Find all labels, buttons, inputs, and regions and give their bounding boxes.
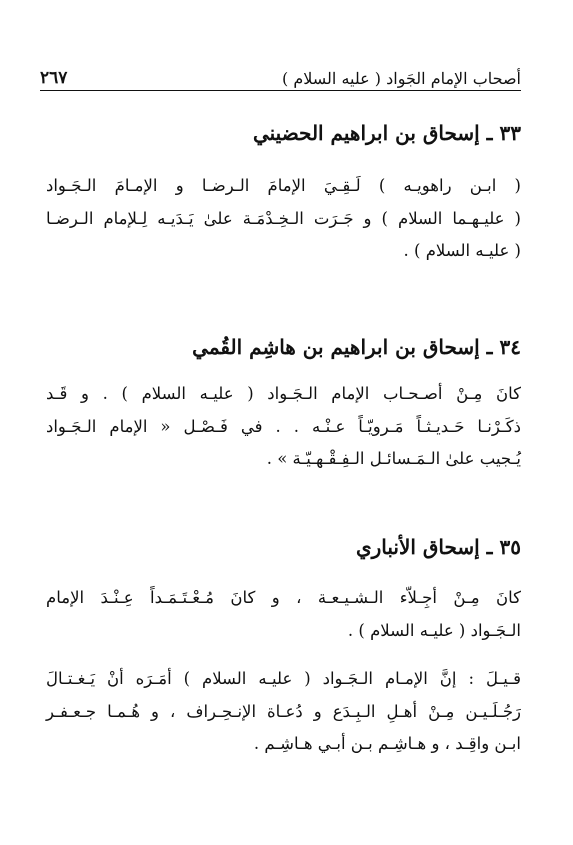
closing-paragraph (46, 663, 521, 761)
text-line: قـيـلَ : إنَّ الإمـام الـجَـواد ( عليـه السلام ) أمَـرَه أنْ يَـغـتـالَ (46, 669, 521, 688)
text-line: ( عليـه السلام ) . (403, 241, 521, 260)
entry-heading-33: ٣٣ ـ إسحاق بن ابراهيم الحضيني (252, 121, 521, 145)
text-line: كانَ مِـنْ أجِـلاّء الـشـيـعـة ، و كانَ مُـعْـتَـمَـداً عِـنْـدَ الإمام (46, 588, 521, 607)
text-line: يُـجيب علىٰ الـمَـسائـل الـفِـقْـهـيّـة » . (266, 449, 521, 468)
text-line: كانَ مِـنْ أصـحـاب الإمام الـجَـواد ( عليـه السلام ) . و قَـد (46, 384, 521, 403)
text-line: ذكَـرْنـا حَـديـثـاً مَـرويّـاً عـنْـه . . في فَـصْـل « الإمام الـجَـواد (46, 416, 521, 436)
text-line: الـجَـواد ( عليـه السلام ) . (347, 620, 521, 640)
entry-body-33 (46, 170, 521, 268)
entry-heading-34: ٣٤ ـ إسحاق بن ابراهيم بن هاشِم القُمي (192, 335, 521, 359)
entry-body-35 (46, 582, 521, 647)
running-title: أصحاب الإمام الجَواد ( عليه السلام ) (282, 69, 521, 88)
text-line: ابـن واقِـد ، و هـاشِـم بـن أبـي هـاشِـم . (253, 734, 521, 753)
header-rule (40, 90, 521, 91)
entry-heading-35: ٣٥ ـ إسحاق الأنباري (355, 535, 521, 559)
page-number: ٢٦٧ (40, 68, 68, 88)
text-line: ( ابـن راهويـه ) لَـقِـيَ الإمامَ الـرضـا و الإمـامَ الـجَـواد (46, 176, 521, 195)
entry-body-34 (46, 378, 521, 476)
running-header (40, 60, 521, 88)
text-line: رَجُـلَـيـن مِـنْ أهـلِ الـبِـدَع و دُعـاة الإنـحِـراف ، و هُـمـا جـعـفـر (46, 701, 521, 721)
text-line: ( عليـهـما السلام ) و جَـرَت الـخِـدْمَـة علىٰ يَـدَيـه لِـلإمام الـرضـا (46, 208, 521, 228)
